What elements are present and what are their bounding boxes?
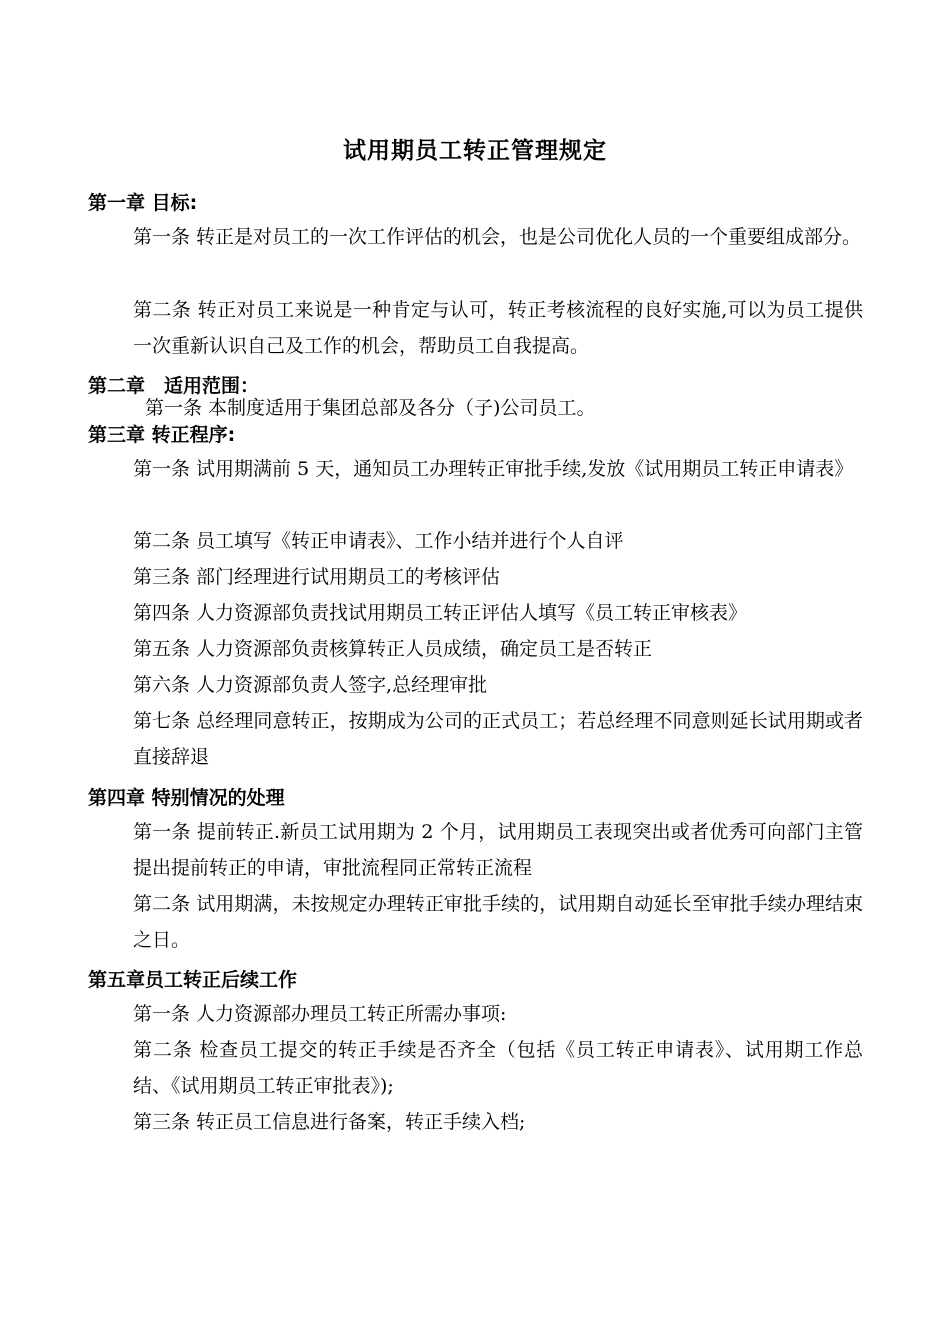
chapter-3-heading: 第三章 转正程序: [88, 424, 236, 446]
chapter-3-article-2: 第二条 员工填写《转正申请表》、工作小结并进行个人自评 [133, 530, 624, 552]
chapter-1-heading: 第一章 目标: [88, 192, 198, 214]
chapter-3-article-5: 第五条 人力资源部负责核算转正人员成绩，确定员工是否转正 [133, 638, 653, 660]
chapter-1-article-1: 第一条 转正是对员工的一次工作评估的机会，也是公司优化人员的一个重要组成部分。 [133, 226, 862, 248]
chapter-3-article-4: 第四条 人力资源部负责找试用期员工转正评估人填写《员工转正审核表》 [133, 602, 748, 624]
chapter-3-article-7: 第七条 总经理同意转正，按期成为公司的正式员工；若总经理不同意则延长试用期或者直接辞退 [133, 710, 863, 768]
chapter-2-heading: 第二章 适用范围： [88, 375, 260, 397]
document-title: 试用期员工转正管理规定 [343, 138, 607, 164]
chapter-5-article-3: 第三条 转正员工信息进行备案，转正手续入档; [133, 1111, 526, 1133]
chapter-4-article-1: 第一条 提前转正.新员工试用期为 2 个月，试用期员工表现突出或者优秀可向部门主管提出提前转正的申请，审批流程同正常转正流程 [133, 821, 863, 879]
chapter-5-heading: 第五章员工转正后续工作 [88, 969, 298, 991]
chapter-5-article-1: 第一条 人力资源部办理员工转正所需办事项: [133, 1003, 507, 1025]
chapter-1-article-2: 第二条 转正对员工来说是一种肯定与认可，转正考核流程的良好实施,可以为员工提供一次重新认识自己及工作的机会，帮助员工自我提高。 [133, 299, 863, 357]
chapter-3-article-6: 第六条 人力资源部负责人签字,总经理审批 [133, 674, 488, 696]
chapter-3-article-1: 第一条 试用期满前 5 天，通知员工办理转正审批手续,发放《试用期员工转正申请表》 [133, 458, 854, 480]
chapter-4-heading: 第四章 特别情况的处理 [88, 787, 285, 809]
chapter-4-article-2: 第二条 试用期满，未按规定办理转正审批手续的，试用期自动延长至审批手续办理结束之日。 [133, 893, 863, 951]
chapter-2-article-1: 第一条 本制度适用于集团总部及各分（子)公司员工。 [145, 397, 596, 419]
chapter-5-article-2: 第二条 检查员工提交的转正手续是否齐全（包括《员工转正申请表》、试用期工作总结、《试用期员工转正审批表》); [133, 1039, 863, 1097]
chapter-3-article-3: 第三条 部门经理进行试用期员工的考核评估 [133, 566, 501, 588]
